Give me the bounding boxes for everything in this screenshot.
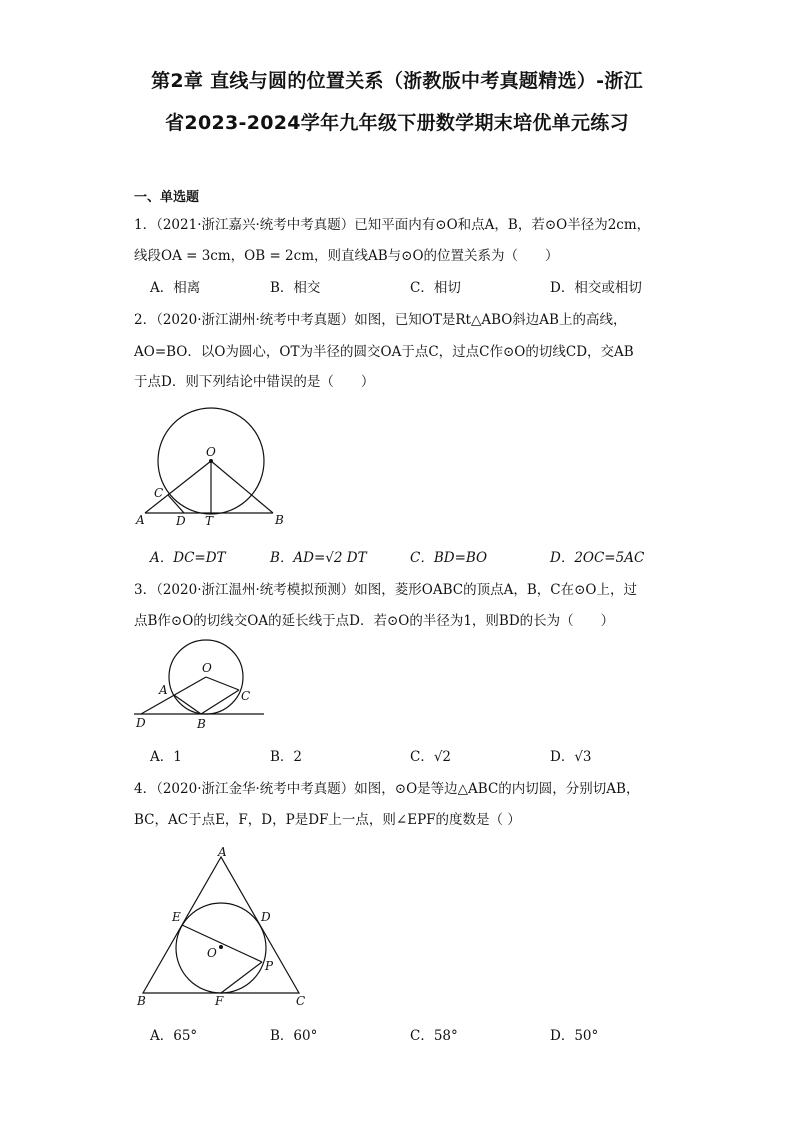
q3-option-a[interactable]: A．1 — [150, 749, 182, 765]
q2-label-t: T — [205, 514, 214, 528]
q3-option-b[interactable]: B．2 — [270, 749, 303, 765]
title-line-1: 第2章 直线与圆的位置关系（浙教版中考真题精选）-浙江 — [151, 70, 643, 92]
q4-label-f: F — [215, 994, 224, 1008]
q2-label-d: D — [176, 514, 186, 528]
q3-option-d[interactable]: D．√3 — [550, 749, 592, 765]
q2-option-b[interactable]: B．AD=√2 DT — [270, 550, 367, 566]
q4-label-d: D — [261, 910, 271, 924]
q2-label-a: A — [136, 513, 145, 527]
q4-line-2: BC，AC于点E，F，D，P是DF上一点，则∠EPF的度数是（ ） — [134, 812, 521, 828]
q4-triangle — [143, 857, 299, 993]
q2-option-a[interactable]: A．DC=DT — [150, 550, 226, 566]
q2-line-3: 于点D．则下列结论中错误的是（ ） — [134, 374, 375, 390]
q2-label-o: O — [206, 445, 216, 459]
q4-option-b[interactable]: B．60° — [270, 1028, 318, 1044]
q3-option-c[interactable]: C．√2 — [410, 749, 452, 765]
q3-line-1: 3．（2020·浙江温州·统考模拟预测）如图，菱形OABC的顶点A，B，C在⊙O上，过 — [134, 582, 637, 598]
q4-option-d[interactable]: D．50° — [550, 1028, 599, 1044]
q1-option-d[interactable]: D．相交或相切 — [550, 280, 642, 296]
q2-label-c: C — [154, 486, 164, 500]
title-line-2: 省2023-2024学年九年级下册数学期末培优单元练习 — [165, 112, 629, 134]
q4-label-o: O — [207, 946, 217, 960]
q3-label-d: D — [136, 716, 146, 730]
q2-option-c[interactable]: C．BD=BO — [410, 550, 488, 566]
q1-option-b[interactable]: B．相交 — [270, 280, 321, 296]
q3-line-2: 点B作⊙O的切线交OA的延长线于点D．若⊙O的半径为1，则BD的长为（ ） — [134, 613, 615, 629]
q2-line-2: AO=BO．以O为圆心，OT为半径的圆交OA于点C，过点C作⊙O的切线CD，交AB — [134, 344, 634, 360]
q4-label-p: P — [265, 959, 274, 973]
q3-label-c: C — [241, 689, 251, 703]
q4-label-a: A — [218, 845, 227, 859]
q4-option-a[interactable]: A．65° — [150, 1028, 198, 1044]
q2-option-d[interactable]: D．2OC=5AC — [550, 550, 645, 566]
q2-line-1: 2．（2020·浙江湖州·统考中考真题）如图，已知OT是Rt△ABO斜边AB上的高线， — [134, 312, 627, 328]
section-heading: 一、单选题 — [134, 190, 200, 205]
q4-label-e: E — [172, 910, 181, 924]
q2-label-b: B — [275, 513, 284, 527]
q4-option-c[interactable]: C．58° — [410, 1028, 458, 1044]
q4-label-c: C — [296, 994, 306, 1008]
q1-line-2: 线段OA = 3cm，OB = 2cm，则直线AB与⊙O的位置关系为（ ） — [134, 248, 559, 264]
q4-segment-ep — [182, 925, 262, 962]
q4-center-dot — [219, 945, 223, 949]
q1-option-c[interactable]: C．相切 — [410, 280, 461, 296]
q3-label-a: A — [159, 683, 168, 697]
q4-label-b: B — [137, 994, 146, 1008]
q1-line-1: 1．（2021·浙江嘉兴·统考中考真题）已知平面内有⊙O和点A，B，若⊙O半径为2cm， — [134, 217, 651, 233]
q3-label-o: O — [202, 661, 212, 675]
q3-label-b: B — [197, 717, 206, 731]
q1-option-a[interactable]: A．相离 — [150, 280, 201, 296]
q4-line-1: 4．（2020·浙江金华·统考中考真题）如图，⊙O是等边△ABC的内切圆，分别切AB， — [134, 781, 640, 797]
